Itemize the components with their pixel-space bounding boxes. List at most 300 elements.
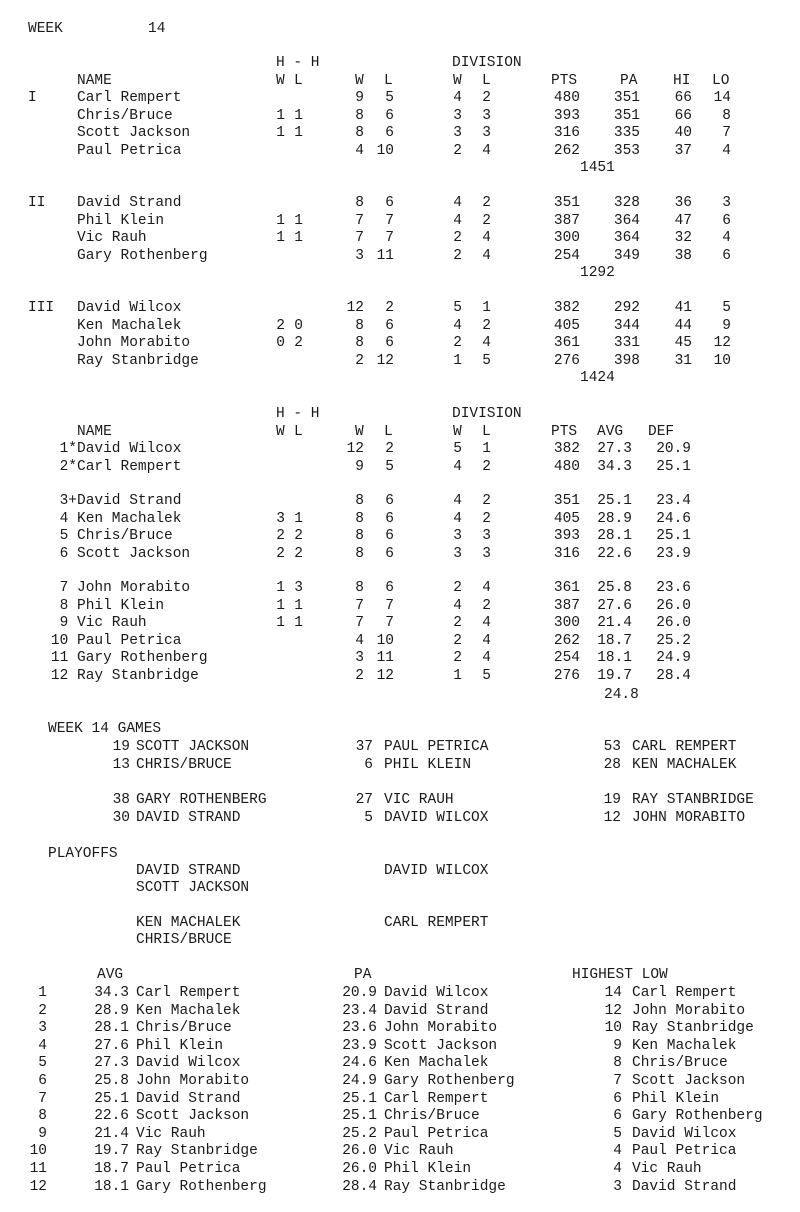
game-team: KEN MACHALEK <box>632 756 737 773</box>
pa-team: Scott Jackson <box>384 1037 498 1054</box>
points-against: 351 <box>613 90 640 106</box>
points-against: 292 <box>613 300 640 316</box>
standings-l-header: L <box>384 73 393 89</box>
division-losses: 4 <box>482 650 491 666</box>
pa-team: Ray Stanbridge <box>384 1178 506 1195</box>
low-team: Scott Jackson <box>632 1073 746 1089</box>
low-value: 14 <box>604 985 622 1001</box>
h2h-wins: 1 <box>276 212 285 229</box>
division-losses: 4 <box>482 632 491 649</box>
wins: 4 <box>355 142 364 159</box>
avg-value: 28.1 <box>94 1020 129 1037</box>
team-name: Vic Rauh <box>77 230 147 246</box>
low-value: 4 <box>613 1143 622 1160</box>
division-wins: 4 <box>453 90 462 106</box>
division-losses: 4 <box>482 247 491 264</box>
pa-team: Paul Petrica <box>384 1125 489 1142</box>
points-for: 276 <box>553 667 580 684</box>
low-value: 5 <box>613 1125 622 1142</box>
low-team: Ray Stanbridge <box>632 1020 754 1037</box>
week-number: 14 <box>148 21 166 37</box>
playoff-team: KEN MACHALEK <box>136 915 241 931</box>
game-score: 53 <box>603 739 621 755</box>
points-for: 276 <box>553 352 580 369</box>
division-wins: 2 <box>453 230 462 246</box>
leaders-avg-header: AVG <box>97 967 124 983</box>
h2h-wins: 1 <box>276 230 285 246</box>
rankings-h2h-l-header: L <box>294 424 303 440</box>
low-team: John Morabito <box>632 1002 746 1019</box>
low-value: 7 <box>613 1073 622 1089</box>
team-name: Paul Petrica <box>77 142 182 159</box>
division-wins: 4 <box>453 510 462 527</box>
low-score: 3 <box>722 195 731 211</box>
division-wins: 4 <box>453 212 462 229</box>
h2h-losses: 1 <box>294 107 303 124</box>
team-name: Chris/Bruce <box>77 107 173 124</box>
low-score: 4 <box>722 230 731 246</box>
losses: 7 <box>385 615 394 631</box>
losses: 6 <box>385 125 394 141</box>
avg-team: Paul Petrica <box>136 1161 241 1177</box>
wins: 8 <box>355 580 364 596</box>
standings-w-header: W <box>355 73 364 89</box>
avg-team: Phil Klein <box>136 1037 224 1054</box>
playoff-team: DAVID WILCOX <box>384 863 489 879</box>
rank-number: 5 <box>59 528 77 544</box>
division-losses: 1 <box>482 441 491 457</box>
rankings-def-header: DEF <box>648 424 675 440</box>
leader-rank: 8 <box>38 1108 47 1125</box>
points-against: 364 <box>613 230 640 246</box>
game-score: 30 <box>112 809 130 826</box>
wins: 7 <box>355 212 364 229</box>
low-score: 12 <box>713 335 731 351</box>
low-value: 9 <box>613 1037 622 1054</box>
game-score: 5 <box>364 809 373 826</box>
rank-number: 3+ <box>59 493 77 509</box>
high-score: 66 <box>674 107 692 124</box>
standings-pts-header: PTS <box>551 73 578 89</box>
division-numeral: III <box>28 300 55 316</box>
rankings-w-header: W <box>355 424 364 440</box>
division-wins: 3 <box>453 545 462 562</box>
pa-team: Phil Klein <box>384 1161 472 1177</box>
low-score: 5 <box>722 300 731 316</box>
game-team: PAUL PETRICA <box>384 739 489 755</box>
defense-average: 25.1 <box>656 458 691 475</box>
avg-team: Vic Rauh <box>136 1125 206 1142</box>
wins: 4 <box>355 632 364 649</box>
division-losses: 4 <box>482 580 491 596</box>
losses: 10 <box>376 632 394 649</box>
wins: 8 <box>355 107 364 124</box>
low-value: 6 <box>613 1090 622 1107</box>
low-team: Vic Rauh <box>632 1161 702 1177</box>
leader-rank: 1 <box>38 985 47 1001</box>
game-team: RAY STANBRIDGE <box>632 792 754 808</box>
defense-average: 23.4 <box>656 493 691 509</box>
leader-rank: 5 <box>38 1055 47 1072</box>
rankings-h2h-header: H - H <box>276 406 320 422</box>
avg-team: Scott Jackson <box>136 1108 250 1125</box>
game-team: SCOTT JACKSON <box>136 739 250 755</box>
low-team: Carl Rempert <box>632 985 737 1001</box>
leaders-low-header: HIGHEST LOW <box>572 967 668 983</box>
h2h-losses: 2 <box>294 545 303 562</box>
rank-number: 8 <box>59 597 77 614</box>
h2h-wins: 1 <box>276 597 285 614</box>
wins: 2 <box>355 667 364 684</box>
avg-value: 18.1 <box>94 1178 129 1195</box>
wins: 7 <box>355 615 364 631</box>
pa-value: 24.9 <box>342 1073 377 1089</box>
h2h-losses: 1 <box>294 615 303 631</box>
playoff-team: DAVID STRAND <box>136 863 241 879</box>
defense-average: 20.9 <box>656 441 691 457</box>
defense-average: 24.9 <box>656 650 691 666</box>
avg-team: John Morabito <box>136 1073 250 1089</box>
low-value: 10 <box>604 1020 622 1037</box>
losses: 6 <box>385 580 394 596</box>
points-against: 364 <box>613 212 640 229</box>
points-for: 480 <box>553 90 580 106</box>
game-team: GARY ROTHENBERG <box>136 792 267 808</box>
wins: 8 <box>355 510 364 527</box>
points-for: 387 <box>553 597 580 614</box>
avg-value: 21.4 <box>94 1125 129 1142</box>
scoring-average: 34.3 <box>597 458 632 475</box>
losses: 6 <box>385 317 394 334</box>
defense-average: 23.9 <box>656 545 691 562</box>
defense-average: 28.4 <box>656 667 691 684</box>
game-team: DAVID WILCOX <box>384 809 489 826</box>
division-losses: 3 <box>482 125 491 141</box>
losses: 7 <box>385 597 394 614</box>
game-score: 28 <box>603 756 621 773</box>
pa-value: 25.1 <box>342 1108 377 1125</box>
standings-h2h-w-header: W <box>276 73 285 89</box>
avg-team: David Strand <box>136 1090 241 1107</box>
rankings-div-l-header: L <box>482 424 491 440</box>
team-name: Ken Machalek <box>77 317 182 334</box>
losses: 5 <box>385 458 394 475</box>
h2h-wins: 2 <box>276 528 285 544</box>
low-team: Paul Petrica <box>632 1143 737 1160</box>
wins: 12 <box>346 441 364 457</box>
low-score: 10 <box>713 352 731 369</box>
avg-value: 22.6 <box>94 1108 129 1125</box>
team-name: Scott Jackson <box>77 125 191 141</box>
h2h-wins: 1 <box>276 107 285 124</box>
division-losses: 5 <box>482 667 491 684</box>
points-for: 405 <box>553 317 580 334</box>
h2h-wins: 2 <box>276 545 285 562</box>
division-losses: 2 <box>482 458 491 475</box>
leader-rank: 12 <box>29 1178 47 1195</box>
standings-h2h-header: H - H <box>276 55 320 71</box>
team-name: Vic Rauh <box>77 615 147 631</box>
game-team: JOHN MORABITO <box>632 809 746 826</box>
points-for: 393 <box>553 528 580 544</box>
points-for: 361 <box>553 580 580 596</box>
h2h-wins: 1 <box>276 580 285 596</box>
rank-number: 6 <box>59 545 77 562</box>
points-for: 382 <box>553 300 580 316</box>
game-score: 19 <box>112 739 130 755</box>
h2h-losses: 2 <box>294 335 303 351</box>
pa-value: 25.2 <box>342 1125 377 1142</box>
pa-team: John Morabito <box>384 1020 498 1037</box>
wins: 9 <box>355 458 364 475</box>
pa-value: 26.0 <box>342 1161 377 1177</box>
avg-team: Ken Machalek <box>136 1002 241 1019</box>
points-for: 262 <box>553 632 580 649</box>
pa-value: 23.4 <box>342 1002 377 1019</box>
scoring-average: 25.8 <box>597 580 632 596</box>
high-score: 45 <box>674 335 692 351</box>
game-team: CHRIS/BRUCE <box>136 756 232 773</box>
defense-average: 23.6 <box>656 580 691 596</box>
rank-number: 12 <box>50 667 77 684</box>
h2h-losses: 1 <box>294 510 303 527</box>
high-score: 47 <box>674 212 692 229</box>
h2h-wins: 1 <box>276 615 285 631</box>
team-name: Paul Petrica <box>77 632 182 649</box>
division-losses: 4 <box>482 335 491 351</box>
league-average: 24.8 <box>604 687 639 703</box>
avg-team: Ray Stanbridge <box>136 1143 258 1160</box>
division-wins: 3 <box>453 528 462 544</box>
standings-lo-header: LO <box>712 73 730 89</box>
high-score: 32 <box>674 230 692 246</box>
h2h-losses: 1 <box>294 597 303 614</box>
team-name: John Morabito <box>77 335 191 351</box>
division-wins: 1 <box>453 667 462 684</box>
avg-value: 25.8 <box>94 1073 129 1089</box>
playoffs-title: PLAYOFFS <box>48 846 118 862</box>
defense-average: 24.6 <box>656 510 691 527</box>
division-losses: 2 <box>482 510 491 527</box>
points-for: 405 <box>553 510 580 527</box>
rankings-l-header: L <box>384 424 393 440</box>
pa-value: 26.0 <box>342 1143 377 1160</box>
losses: 6 <box>385 195 394 211</box>
leader-rank: 11 <box>29 1161 47 1177</box>
rank-number: 9 <box>59 615 77 631</box>
leaders-pa-header: PA <box>354 967 372 983</box>
game-score: 37 <box>355 739 373 755</box>
team-name: Gary Rothenberg <box>77 650 208 666</box>
avg-team: Chris/Bruce <box>136 1020 232 1037</box>
points-against: 331 <box>613 335 640 351</box>
team-name: Phil Klein <box>77 212 165 229</box>
defense-average: 25.1 <box>656 528 691 544</box>
division-wins: 4 <box>453 597 462 614</box>
losses: 7 <box>385 212 394 229</box>
losses: 2 <box>385 300 394 316</box>
h2h-losses: 0 <box>294 317 303 334</box>
division-wins: 4 <box>453 458 462 475</box>
points-for: 262 <box>553 142 580 159</box>
low-team: David Wilcox <box>632 1125 737 1142</box>
defense-average: 26.0 <box>656 615 691 631</box>
scoring-average: 21.4 <box>597 615 632 631</box>
losses: 6 <box>385 107 394 124</box>
low-value: 6 <box>613 1108 622 1125</box>
division-wins: 1 <box>453 352 462 369</box>
low-team: Ken Machalek <box>632 1037 737 1054</box>
low-team: Chris/Bruce <box>632 1055 728 1072</box>
rank-number: 10 <box>50 632 77 649</box>
division-wins: 2 <box>453 335 462 351</box>
rankings-h2h-w-header: W <box>276 424 285 440</box>
pa-value: 23.6 <box>342 1020 377 1037</box>
high-score: 37 <box>674 142 692 159</box>
rankings-div-w-header: W <box>453 424 462 440</box>
low-value: 4 <box>613 1161 622 1177</box>
rank-number: 2* <box>59 458 77 475</box>
division-wins: 2 <box>453 247 462 264</box>
scoring-average: 28.9 <box>597 510 632 527</box>
team-name: David Strand <box>77 195 182 211</box>
division-losses: 1 <box>482 300 491 316</box>
rankings-avg-header: AVG <box>597 424 624 440</box>
division-losses: 2 <box>482 493 491 509</box>
low-score: 4 <box>722 142 731 159</box>
losses: 12 <box>376 667 394 684</box>
points-against: 335 <box>613 125 640 141</box>
division-losses: 2 <box>482 317 491 334</box>
rank-number: 7 <box>59 580 77 596</box>
division-losses: 2 <box>482 90 491 106</box>
division-total: 1424 <box>580 370 615 386</box>
low-score: 9 <box>722 317 731 334</box>
low-value: 3 <box>613 1178 622 1195</box>
division-wins: 3 <box>453 107 462 124</box>
points-for: 351 <box>553 493 580 509</box>
scoring-average: 27.3 <box>597 441 632 457</box>
leader-rank: 9 <box>38 1125 47 1142</box>
game-score: 38 <box>112 792 130 808</box>
team-name: Carl Rempert <box>77 458 182 475</box>
low-score: 6 <box>722 247 731 264</box>
rank-number: 4 <box>59 510 77 527</box>
team-name: Chris/Bruce <box>77 528 173 544</box>
division-losses: 2 <box>482 212 491 229</box>
division-wins: 4 <box>453 195 462 211</box>
h2h-losses: 1 <box>294 212 303 229</box>
points-for: 316 <box>553 125 580 141</box>
pa-team: Vic Rauh <box>384 1143 454 1160</box>
avg-value: 25.1 <box>94 1090 129 1107</box>
pa-team: Chris/Bruce <box>384 1108 480 1125</box>
defense-average: 26.0 <box>656 597 691 614</box>
low-team: Phil Klein <box>632 1090 720 1107</box>
division-numeral: I <box>28 90 37 106</box>
points-for: 393 <box>553 107 580 124</box>
points-for: 387 <box>553 212 580 229</box>
division-wins: 2 <box>453 142 462 159</box>
game-team: DAVID STRAND <box>136 809 241 826</box>
scoring-average: 18.7 <box>597 632 632 649</box>
pa-value: 24.6 <box>342 1055 377 1072</box>
team-name: Ray Stanbridge <box>77 352 199 369</box>
pa-team: David Wilcox <box>384 985 489 1001</box>
division-losses: 3 <box>482 545 491 562</box>
rankings-division-header: DIVISION <box>452 406 522 422</box>
game-team: VIC RAUH <box>384 792 454 808</box>
h2h-wins: 2 <box>276 317 285 334</box>
wins: 8 <box>355 317 364 334</box>
high-score: 38 <box>674 247 692 264</box>
pa-value: 20.9 <box>342 985 377 1001</box>
low-score: 6 <box>722 212 731 229</box>
division-wins: 2 <box>453 615 462 631</box>
leader-rank: 3 <box>38 1020 47 1037</box>
team-name: Gary Rothenberg <box>77 247 208 264</box>
division-total: 1451 <box>580 160 615 176</box>
points-for: 300 <box>553 230 580 246</box>
week-label: WEEK <box>28 21 63 37</box>
points-against: 353 <box>613 142 640 159</box>
division-total: 1292 <box>580 265 615 281</box>
team-name: Carl Rempert <box>77 90 182 106</box>
avg-value: 27.6 <box>94 1037 129 1054</box>
scoring-average: 22.6 <box>597 545 632 562</box>
high-score: 36 <box>674 195 692 211</box>
losses: 2 <box>385 441 394 457</box>
game-team: CARL REMPERT <box>632 739 737 755</box>
team-name: Ken Machalek <box>77 510 182 527</box>
leader-rank: 7 <box>38 1090 47 1107</box>
division-losses: 2 <box>482 195 491 211</box>
standings-h2h-l-header: L <box>294 73 303 89</box>
defense-average: 25.2 <box>656 632 691 649</box>
rank-number: 11 <box>50 650 77 666</box>
wins: 3 <box>355 247 364 264</box>
playoff-team: CARL REMPERT <box>384 915 489 931</box>
rankings-pts-header: PTS <box>551 424 578 440</box>
wins: 8 <box>355 335 364 351</box>
h2h-losses: 1 <box>294 230 303 246</box>
pa-team: Ken Machalek <box>384 1055 489 1072</box>
standings-hi-header: HI <box>673 73 691 89</box>
high-score: 41 <box>674 300 692 316</box>
h2h-wins: 3 <box>276 510 285 527</box>
points-against: 328 <box>613 195 640 211</box>
rankings-name-header: NAME <box>77 424 112 440</box>
pa-value: 23.9 <box>342 1037 377 1054</box>
division-wins: 3 <box>453 125 462 141</box>
losses: 6 <box>385 493 394 509</box>
avg-value: 27.3 <box>94 1055 129 1072</box>
wins: 8 <box>355 528 364 544</box>
points-for: 351 <box>553 195 580 211</box>
game-score: 6 <box>364 756 373 773</box>
division-losses: 2 <box>482 597 491 614</box>
h2h-losses: 3 <box>294 580 303 596</box>
wins: 8 <box>355 545 364 562</box>
points-against: 351 <box>613 107 640 124</box>
wins: 8 <box>355 125 364 141</box>
losses: 7 <box>385 230 394 246</box>
rank-number: 1* <box>59 441 77 457</box>
team-name: David Wilcox <box>77 441 182 457</box>
division-losses: 4 <box>482 615 491 631</box>
avg-team: David Wilcox <box>136 1055 241 1072</box>
division-numeral: II <box>28 195 46 211</box>
